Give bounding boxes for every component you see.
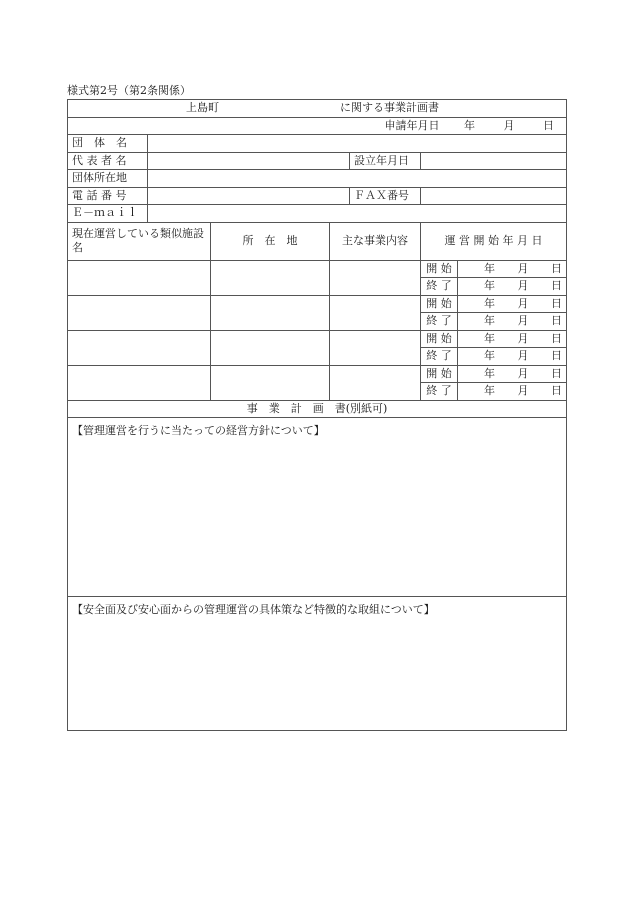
end-label: 終 了 [421,278,458,296]
facility-row [68,260,567,278]
group-name-row [68,135,567,153]
facility-business-field[interactable] [330,260,421,295]
representative-row [68,152,567,170]
facility-name-header: 現在運営している類似施設名 [68,222,211,260]
representative-field[interactable] [148,152,350,170]
address-label: 団体所在地 [68,170,148,188]
facility-period-header: 運 営 開 始 年 月 日 [421,222,567,260]
group-name-label: 団 体 名 [68,135,148,153]
safety-section[interactable] [68,597,567,731]
fax-field[interactable] [421,187,567,205]
facility-row [68,295,567,313]
safety-section-row [68,597,567,731]
address-row [68,170,567,188]
end-label: 終 了 [421,348,458,366]
end-date-field[interactable]: 年 月 日 [458,348,567,366]
facility-row [68,330,567,348]
form-number: 様式第2号（第2条関係） [67,84,191,97]
start-label: 開 始 [421,365,458,383]
facility-location-field[interactable] [211,330,330,365]
policy-section-row [68,418,567,597]
document-title: に関する事業計画書 [340,101,439,115]
fax-label: ＦＡＸ番号 [350,187,421,205]
end-date-field[interactable]: 年 月 日 [458,383,567,401]
facility-name-field[interactable] [68,295,211,330]
established-label: 設立年月日 [350,152,421,170]
phone-field[interactable] [148,187,350,205]
facility-business-header: 主な事業内容 [330,222,421,260]
email-row [68,205,567,223]
plan-title: 事 業 計 画 書(別紙可) [68,400,567,418]
start-date-field[interactable]: 年 月 日 [458,365,567,383]
end-date-field[interactable]: 年 月 日 [458,278,567,296]
address-field[interactable] [148,170,567,188]
phone-row [68,187,567,205]
start-label: 開 始 [421,295,458,313]
facility-location-header: 所 在 地 [211,222,330,260]
facility-name-field[interactable] [68,260,211,295]
start-label: 開 始 [421,330,458,348]
email-label: Ｅ－ｍａｉｌ [68,205,148,223]
facility-row [68,365,567,383]
safety-heading: 【安全面及び安心面からの管理運営の具体策など特徴的な取組について】 [72,603,435,616]
facility-business-field[interactable] [330,365,421,400]
plan-title-row [68,400,567,418]
email-field[interactable] [148,205,567,223]
start-label: 開 始 [421,260,458,278]
start-date-field[interactable]: 年 月 日 [458,260,567,278]
phone-label: 電 話 番 号 [68,187,148,205]
application-date-cell[interactable]: 申請年月日 年 月 日 [68,117,567,135]
facility-business-field[interactable] [330,330,421,365]
end-label: 終 了 [421,313,458,331]
title-row [68,100,567,118]
facility-name-field[interactable] [68,365,211,400]
policy-section[interactable] [68,418,567,597]
facility-name-field[interactable] [68,330,211,365]
representative-label: 代 表 者 名 [68,152,148,170]
facilities-header-row [68,222,567,260]
end-date-field[interactable]: 年 月 日 [458,313,567,331]
policy-heading: 【管理運営を行うに当たっての経営方針について】 [72,424,325,437]
facility-business-field[interactable] [330,295,421,330]
application-date-row [68,117,567,135]
facility-location-field[interactable] [211,260,330,295]
group-name-field[interactable] [148,135,567,153]
end-label: 終 了 [421,383,458,401]
start-date-field[interactable]: 年 月 日 [458,330,567,348]
facility-location-field[interactable] [211,365,330,400]
town-name: 上島町 [186,101,219,115]
facility-location-field[interactable] [211,295,330,330]
business-plan-form [67,99,567,731]
start-date-field[interactable]: 年 月 日 [458,295,567,313]
established-field[interactable] [421,152,567,170]
